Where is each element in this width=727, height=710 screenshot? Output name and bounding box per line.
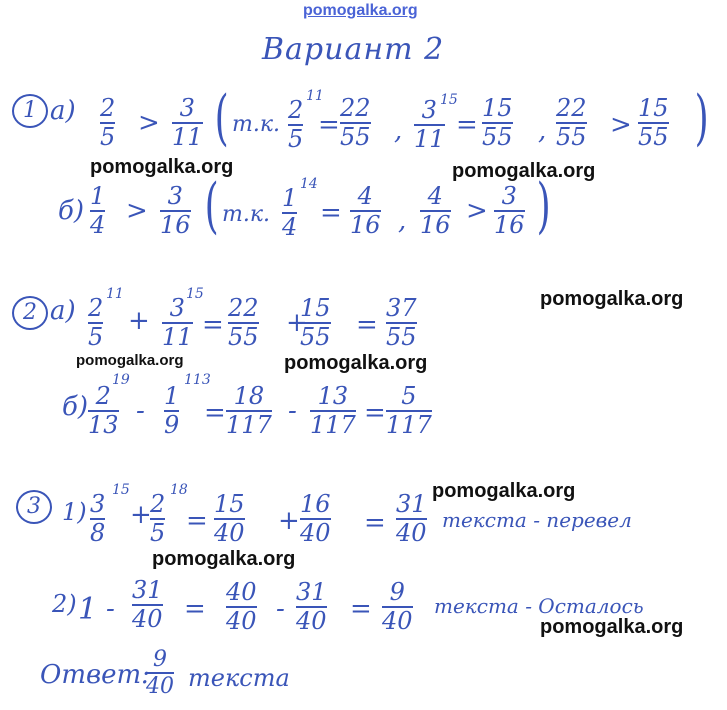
t1a-gt: >: [610, 110, 632, 140]
t2b-minus: -: [136, 396, 145, 426]
t2b-f2: 1 9: [164, 382, 180, 440]
t3s1-f5: 31 40: [396, 490, 427, 548]
t3s1-f4: 16 40: [300, 490, 331, 548]
t2b-minus2: -: [288, 396, 297, 426]
t1b-rhs: 3 16: [160, 182, 191, 240]
t2b-f1: 2 13: [88, 382, 119, 440]
t2b-f2-sup: 113: [184, 372, 211, 388]
t3s1-f2: 2 5: [150, 490, 166, 548]
t3s2-f4: 9 40: [382, 578, 413, 636]
watermark: pomogalka.org: [432, 480, 576, 502]
t1b-lhs: 1 4: [90, 182, 106, 240]
t3s1-eq2: =: [364, 508, 386, 538]
t2a-plus2: +: [286, 308, 308, 338]
t2b-eq1: =: [204, 398, 226, 428]
task2a-label: а): [50, 296, 76, 326]
t1a-rhs: 3 11: [172, 94, 203, 152]
t3s2-eq2: =: [350, 594, 372, 624]
site-link[interactable]: pomogalka.org: [303, 2, 418, 19]
t2b-f1-sup: 19: [112, 372, 130, 388]
t1b-f1-sup: 14: [300, 176, 318, 192]
t1a-op: >: [138, 108, 160, 138]
watermark: pomogalka.org: [90, 156, 234, 178]
t3s2-one: 1: [78, 592, 98, 627]
answer-label: Ответ:: [40, 660, 150, 690]
t3s1-f1-sup: 15: [112, 482, 130, 498]
watermark: pomogalka.org: [540, 616, 684, 638]
task2-number: 2: [12, 296, 48, 330]
t3s1-f2-sup: 18: [170, 482, 188, 498]
t2a-plus: +: [128, 306, 150, 336]
t1b-gt: >: [466, 196, 488, 226]
t1a-paren-close: ): [694, 83, 709, 153]
t1a-paren-open: (: [214, 83, 229, 153]
task1b-label: б): [58, 196, 85, 226]
t3s2-f1: 31 40: [132, 576, 163, 634]
t1a-eq1: =: [318, 110, 340, 140]
t1a-f2: 22 55: [340, 94, 371, 152]
page-title: Вариант 2: [262, 32, 445, 67]
t2a-eq1: =: [202, 310, 224, 340]
watermark: pomogalka.org: [452, 160, 596, 182]
t1a-f1: 2 5: [288, 96, 304, 154]
task3-number: 3: [16, 490, 52, 524]
t1a-f1-sup: 11: [306, 88, 324, 104]
t3s2-f3: 31 40: [296, 578, 327, 636]
t2b-f3: 18 117: [226, 382, 272, 440]
watermark: pomogalka.org: [284, 352, 428, 374]
t2a-f2: 3 11: [162, 294, 193, 352]
t1a-f4: 15 55: [482, 94, 513, 152]
t1a-comma2: ,: [538, 116, 547, 146]
t2b-f4: 13 117: [310, 382, 356, 440]
t2a-f5: 37 55: [386, 294, 417, 352]
t2a-f2-sup: 15: [186, 286, 204, 302]
t1b-comma: ,: [398, 206, 407, 236]
answer-fraction: 9 40: [146, 647, 174, 700]
t1b-f4: 3 16: [494, 182, 525, 240]
t2a-f4: 15 55: [300, 294, 331, 352]
t3s2-eq1: =: [184, 594, 206, 624]
task3-s2-label: 2): [52, 590, 77, 618]
t1b-op: >: [126, 196, 148, 226]
t3s2-text: текста - Осталось: [434, 594, 644, 618]
watermark: pomogalka.org: [540, 288, 684, 310]
t2a-eq2: =: [356, 310, 378, 340]
t3s2-minus: -: [106, 594, 115, 624]
t3s1-f1: 3 8: [90, 490, 106, 548]
t1b-f1: 1 4: [282, 184, 298, 242]
task2b-label: б): [62, 392, 89, 422]
t2a-f3: 22 55: [228, 294, 259, 352]
t1b-paren-open: (: [204, 171, 219, 241]
t2b-eq2: =: [364, 398, 386, 428]
task1-number: 1: [12, 94, 48, 128]
t1a-f3: 3 11: [414, 96, 445, 154]
t1a-comma1: ,: [394, 116, 403, 146]
task3-s1-label: 1): [62, 498, 87, 526]
t3s2-minus2: -: [276, 594, 285, 624]
t1b-eq: =: [320, 198, 342, 228]
t1a-f3-sup: 15: [440, 92, 458, 108]
t3s1-plus: +: [130, 500, 152, 530]
watermark: pomogalka.org: [152, 548, 296, 570]
t3s1-eq1: =: [186, 506, 208, 536]
task1a-label: а): [50, 96, 76, 126]
t1a-lhs: 2 5: [100, 94, 116, 152]
t2b-f5: 5 117: [386, 382, 432, 440]
t1a-f6: 15 55: [638, 94, 669, 152]
watermark: pomogalka.org: [76, 352, 184, 369]
t1a-eq2: =: [456, 110, 478, 140]
t2a-f1-sup: 11: [106, 286, 124, 302]
t3s1-text: текста - перевел: [442, 508, 632, 532]
t3s2-f2: 40 40: [226, 578, 257, 636]
t1b-f2: 4 16: [350, 182, 381, 240]
t1a-tk: т.к.: [232, 112, 280, 137]
t1a-f5: 22 55: [556, 94, 587, 152]
t1b-f3: 4 16: [420, 182, 451, 240]
t2a-f1: 2 5: [88, 294, 104, 352]
t1b-paren-close: ): [536, 171, 551, 241]
t3s1-plus2: +: [278, 506, 300, 536]
t1b-tk: т.к.: [222, 202, 270, 227]
t3s1-f3: 15 40: [214, 490, 245, 548]
answer-text: текста: [188, 664, 290, 692]
